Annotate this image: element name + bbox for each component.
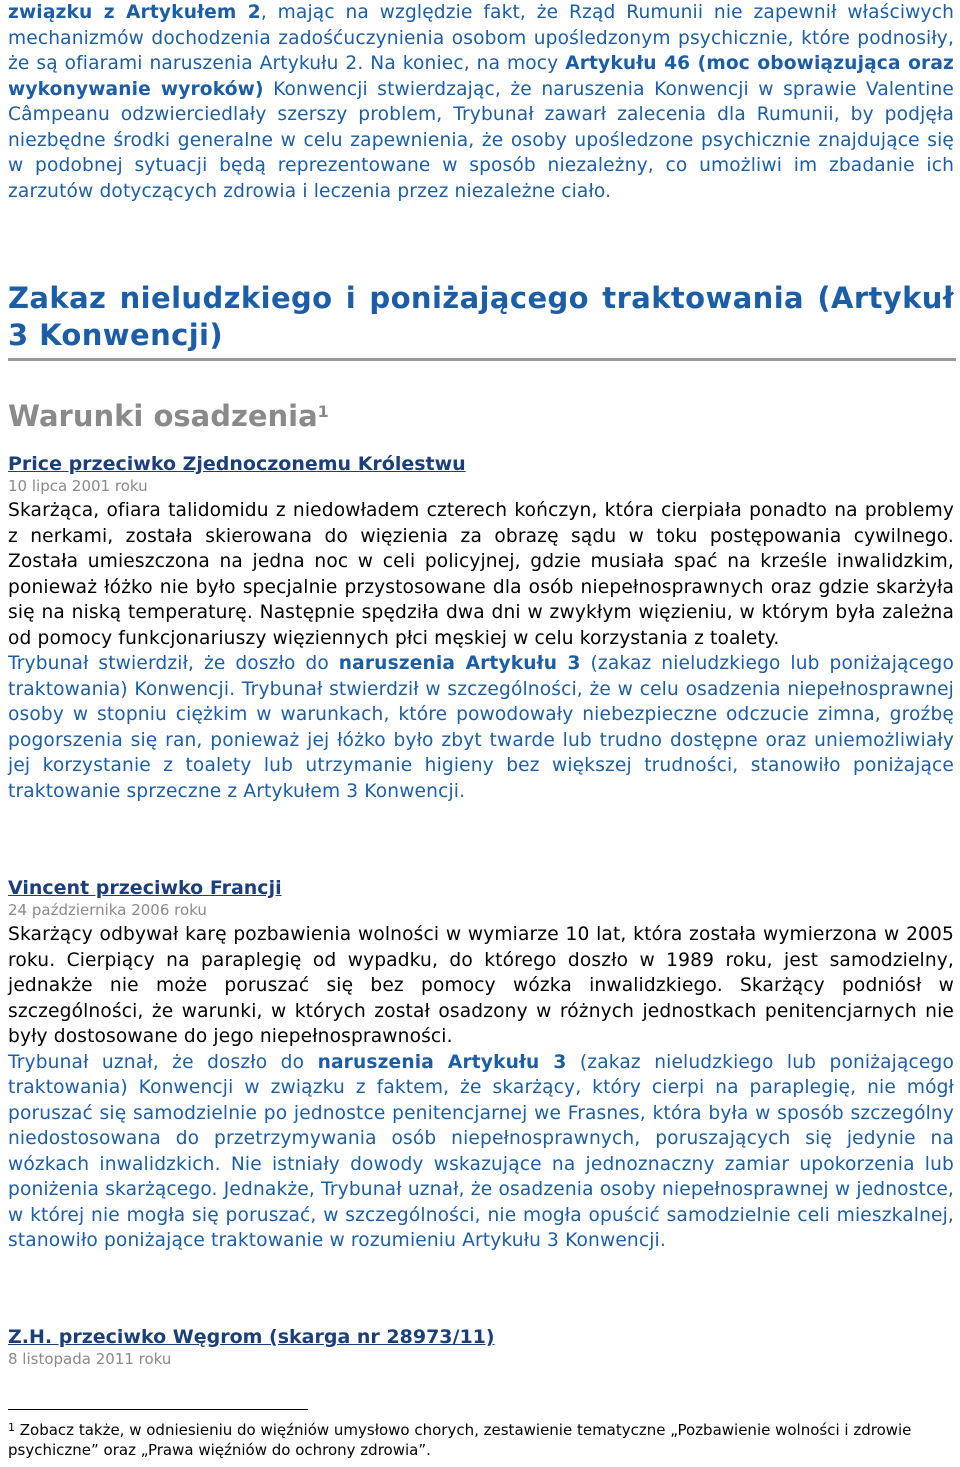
intro-text-part-1: , mając na względzie fakt, że Rząd Rumunii nie zapewnił właściwych mechanizmów dochodzenia zadośćuczynienia osobom upośledzonym psychicznie, które podnosiły, że są ofiarami naruszenia Artykułu 2. (8, 2, 954, 74)
intro-text-part-2: Na koniec, na mocy (363, 53, 566, 74)
case-ruling (8, 651, 954, 804)
case-facts: Skarżący odbywał karę pozbawienia wolności w wymiarze 10 lat, która została wymierzona w 2005 roku. Cierpiący na paraplegię od wypadku, do którego doszło w 1989 roku, jest samodzielny, jednakże nie może poruszać się bez pomocy wózka inwalidzkiego. Skarżący podniósł w szczególności, że warunki, w których został osadzony w różnych jednostkach penitencjarnych nie były dostosowane do jego niepełnosprawności. (8, 924, 954, 1047)
footnote-divider (8, 1409, 308, 1410)
case-title: Price przeciwko Zjednoczonemu Królestwu (8, 453, 466, 475)
ruling-violation: naruszenia Artykułu 3 (338, 653, 581, 674)
footnote-ref: 1 (317, 402, 329, 421)
footnote-text: Zobacz także, w odniesieniu do więźniów umysłowo chorych, zestawienie tematyczne „Pozbawienie wolności i zdrowie psychiczne” oraz „Prawa więźniów do ochrony zdrowia”. (8, 1421, 912, 1459)
ruling-rest: (zakaz nieludzkiego lub poniżającego traktowania) Konwencji. Trybunał stwierdził w szczególności, że w celu osadzenia niepełnosprawnej osoby w stopniu ciężkim w warunkach, które powodowały niebezpieczne odczucie zimna, groźbę pogorszenia się ran, ponieważ jej łóżko było zbyt twarde lub trudno dostępne oraz uniemożliwiały jej korzystanie z toalety lub utrzymanie higieny bez większej trudności, stanowiło poniżające traktowanie sprzeczne z Artykułem 3 Konwencji. (8, 653, 954, 802)
intro-text-part-3: Konwencji stwierdzając, że naruszenia Konwencji w sprawie Valentine Câmpeanu odzwierciedlały szerszy problem, Trybunał zawarł zalecenia dla Rumunii, by podjęła niezbędne środki generalne w celu zapewnienia, że osoby upośledzone psychicznie znajdujące się w podobnej sytuacji będą reprezentowane w sposób niezależny, co umożliwi im zbadanie ich zarzutów dotyczących zdrowia i leczenia przez niezależne ciało. (8, 78, 954, 202)
case-vincent (8, 876, 954, 1254)
section-title: Zakaz nieludzkiego i poniżającego traktowania (Artykuł 3 Konwencji) (8, 281, 954, 352)
case-title: Vincent przeciwko Francji (8, 877, 282, 899)
ruling-rest: (zakaz nieludzkiego lub poniżającego traktowania) Konwencji w związku z faktem, że skarżący, który cierpi na paraplegię, nie mógł poruszać się samodzielnie po jednostce penitencjarnej we Frasnes, która była w sposób szczególny niedostosowana do przetrzymywania osób niepełnosprawnych, poruszających się jedynie na wózkach inwalidzkich. Nie istniały dowody wskazujące na jednoznaczny zamiar upokorzenia lub poniżenia skarżącego. Jednakże, Trybunał uznał, że osadzenia osoby niepełnosprawnej w jednostce, w której nie mogła się poruszać, w szczególności, nie mogła opuścić samodzielnie celi mieszkalnej, stanowiło poniżające traktowanie w rozumieniu Artykułu 3 Konwencji. (8, 1051, 954, 1251)
case-price (8, 452, 954, 804)
footnote (8, 1420, 954, 1460)
intro-article-46-ref: Artykułu 46 (moc obowiązująca oraz wykonywanie wyroków) (8, 53, 954, 100)
ruling-lead: Trybunał stwierdził, że doszło do (8, 653, 339, 674)
case-zh (8, 1325, 954, 1369)
case-title: Z.H. przeciwko Węgrom (skarga nr 28973/11) (8, 1326, 495, 1348)
case-date: 8 listopada 2011 roku (8, 1350, 172, 1368)
section-divider (8, 358, 956, 361)
intro-article-2-ref: związku z Artykułem 2 (8, 2, 261, 23)
case-date: 10 lipca 2001 roku (8, 477, 148, 495)
case-ruling (8, 1050, 954, 1254)
intro-paragraph (8, 0, 954, 204)
subsection-title (8, 398, 954, 434)
ruling-lead: Trybunał uznał, że doszło do (8, 1051, 318, 1073)
case-date: 24 października 2006 roku (8, 901, 207, 919)
footnote-marker: 1 (8, 1421, 15, 1434)
ruling-violation: naruszenia Artykułu 3 (317, 1051, 567, 1073)
case-facts: Skarżąca, ofiara talidomidu z niedowładem czterech kończyn, która cierpiała ponadto na problemy z nerkami, została skierowana do więzienia za obrazę sądu w toku postępowania cywilnego. Została umieszczona na jedna noc w celi policyjnej, gdzie musiała spać na krześle inwalidzkim, ponieważ łóżko nie było specjalnie przystosowane dla osób niepełnosprawnych oraz gdzie skarżyła się na niską temperaturę. Następnie spędziła dwa dni w zwykłym więzieniu, w którym była zależna od pomocy funkcjonariuszy więziennych płci męskiej w celu korzystania z toalety. (8, 500, 954, 649)
subsection-title-text: Warunki osadzenia (8, 399, 318, 433)
